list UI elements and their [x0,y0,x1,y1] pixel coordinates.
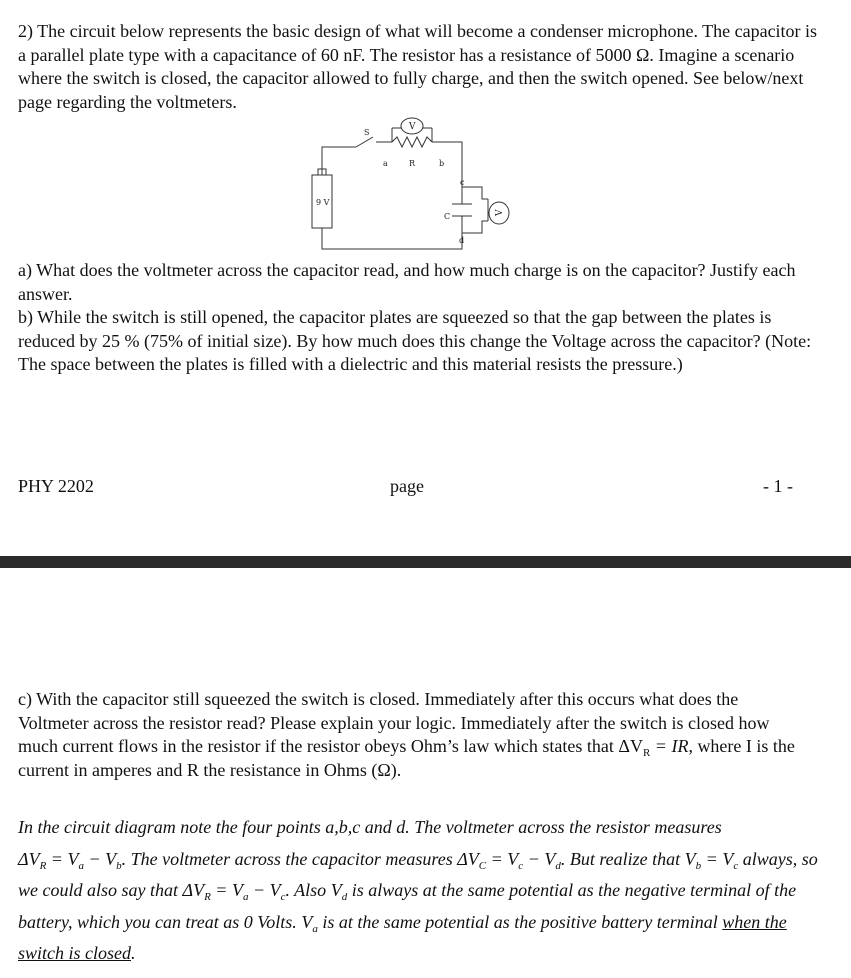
footer-page-label: page [390,476,424,496]
capacitor-label: C [444,212,451,221]
underlined-phrase: when the switch is closed [18,911,787,963]
voltmeter-c-label: V [495,209,505,216]
eq-va: $V_a$ [301,911,318,935]
point-b-label: b [439,159,445,168]
switch-label: S [364,128,370,137]
point-c-label: c [460,178,465,187]
eq-vb-vc: $V_b = V_c$ [684,848,739,872]
voltmeter-c-lead-top [462,187,488,199]
question-a-text: a) What does the voltmeter across the capacitor read, and how much charge is on the capacitor? Justify each answer. [18,260,796,304]
question-c-text [18,688,808,782]
point-d-label: d [459,236,465,245]
wire-left-top [322,147,356,175]
eq-delta-vr: $\Delta V_R = V_a - V_b$ [18,848,122,872]
page-divider [0,556,851,568]
resistor-label: R [409,159,416,168]
question-2-text: 2) The circuit below represents the basic design of what will become a condenser microphone. The capacitor is a parallel plate type with a capacitance of 60 nF. The resistor has a resistance of 5000 Ω. Imagine a scenario where the switch is closed, the capacitor allowed to fully charge, and then the switch opened. See below/next page regarding the voltmeters. [18,21,818,112]
circuit-note: In the circuit diagram note the four points a,b,c and d. The voltmeter across the resistor measures $\Delta V_R = V_a - V_b$. The voltmeter across the capacitor measures $\Delta V_C = V_c - V_d$. But realize that $V_b = V_c$ always, so we could also say that $\Delta V_R = V_a - V_c$. Also $V_d$ is always at the same potential as the negative terminal of the battery, which you can treat as 0 Volts. $V_a$ is at the same potential as the positive battery terminal when the switch is closed. [18,817,818,963]
eq-vd: $V_d$ [330,880,348,903]
qc-part2: , where I is the current in amperes and R the resistance in Ohms (Ω). [18,736,795,780]
wire-bottom [322,216,465,249]
switch-blade [356,137,373,147]
battery-label: 9 V [316,198,330,207]
page-2 [0,568,851,978]
wire-right [432,142,462,204]
qc-part1: c) With the capacitor still squeezed the switch is closed. Immediately after this occurs what does the Voltmeter across the resistor read? Please explain your logic. Immediately after the switch is closed how much current flows in the resistor if the resistor obeys Ohm’s law which states that [18,689,770,756]
resistor-zigzag [392,137,432,147]
eq-delta-vc: $\Delta V_C = V_c - V_d$ [457,848,561,872]
questions-a-b [18,259,818,377]
circuit-diagram [300,115,530,262]
eq-delta-vr-alt: $\Delta V_R = V_a - V_c$ [182,880,286,903]
footer-course: PHY 2202 [18,476,94,496]
voltmeter-c-lead-bottom [462,221,488,233]
ohms-law-equation: $\Delta V_R$ = IR [618,736,689,759]
point-a-label: a [383,159,388,168]
question-b-text: b) While the switch is still opened, the capacitor plates are squeezed so that the gap between the plates is reduced by 25 % (75% of initial size). By how much does this change the Voltage across the capacitor? (Note: The space between the plates is filled with a dielectric and this material resists the pressure.) [18,307,812,374]
footer-page-number: - 1 - [763,476,793,496]
voltmeter-r-label: V [409,122,416,132]
